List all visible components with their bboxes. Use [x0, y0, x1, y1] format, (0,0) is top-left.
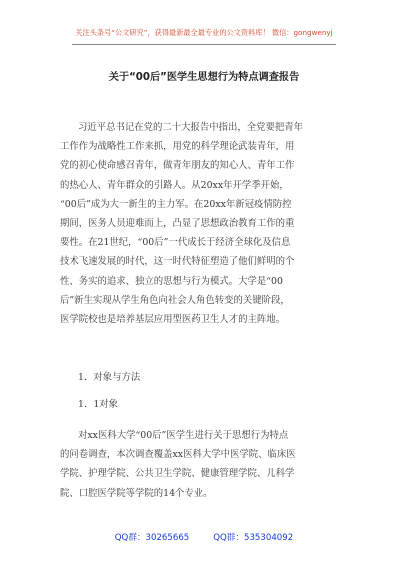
qq-group-2: QQ群：535304092 [213, 533, 294, 543]
paragraph-line: 习近平总书记在党的二十大报告中指出，全党要把青年 [78, 122, 304, 133]
paragraph-line: 的问卷调查，本次调查覆盖xx医科大学中医学院、临床医 [60, 449, 296, 461]
paragraph-line: 医学院校也是培养基层应用型医药卫生人才的主阵地。 [60, 313, 286, 325]
paragraph-line: 对xx医科大学“00后”医学生进行关于思想行为特点 [78, 430, 289, 441]
paragraph-line: 的热心人、青年群众的引路人。从20xx年开学季开始， [60, 179, 289, 191]
subsection-heading-text: 1．1对象 [78, 399, 119, 410]
paragraph-line: 院、口腔医学院等学院的14个专业。 [60, 487, 213, 499]
paragraph-line: 学院、护理学院、公共卫生学院、健康管理学院、儿科学 [60, 468, 295, 480]
page-header: 关注头条号“公文研究”，获得最新最全最专业的公文资料库！ 微信：gongwenyj [75, 28, 333, 37]
paragraph-line: 党的初心使命感召青年，做青年朋友的知心人、青年工作 [60, 160, 295, 172]
paragraph-line: 要性。在21世纪，“00后”一代成长于经济全球化及信息 [60, 237, 291, 249]
page-footer [0, 531, 408, 543]
section-heading-text: 1．对象与方法 [78, 372, 141, 383]
paragraph-line: 期间，医务人员迎难而上，凸显了思想政治教育工作的重 [60, 217, 295, 229]
subsection-heading [60, 395, 360, 414]
document-title: 关于“00后”医学生思想行为特点调查报告 [108, 72, 300, 83]
qq-group-1: QQ群：30265665 [114, 533, 190, 543]
paragraph-line: 后”新生实现从学生角色向社会人角色转变的关键阶段， [60, 294, 290, 306]
paragraph-line: “00后”成为大一新生的主力军。在20xx年新冠疫情防控 [60, 198, 292, 210]
paragraph-intro [60, 118, 360, 329]
paragraph-subjects [60, 426, 360, 503]
section-heading [60, 368, 360, 387]
header-divider [72, 44, 336, 45]
paragraph-line: 性、务实的追求、独立的思想与行为模式。大学是“00 [60, 275, 283, 287]
paragraph-line: 工作作为战略性工作来抓，用党的科学理论武装青年，用 [60, 141, 295, 153]
paragraph-line: 技术飞速发展的时代，这一时代特征塑造了他们鲜明的个 [60, 256, 295, 268]
